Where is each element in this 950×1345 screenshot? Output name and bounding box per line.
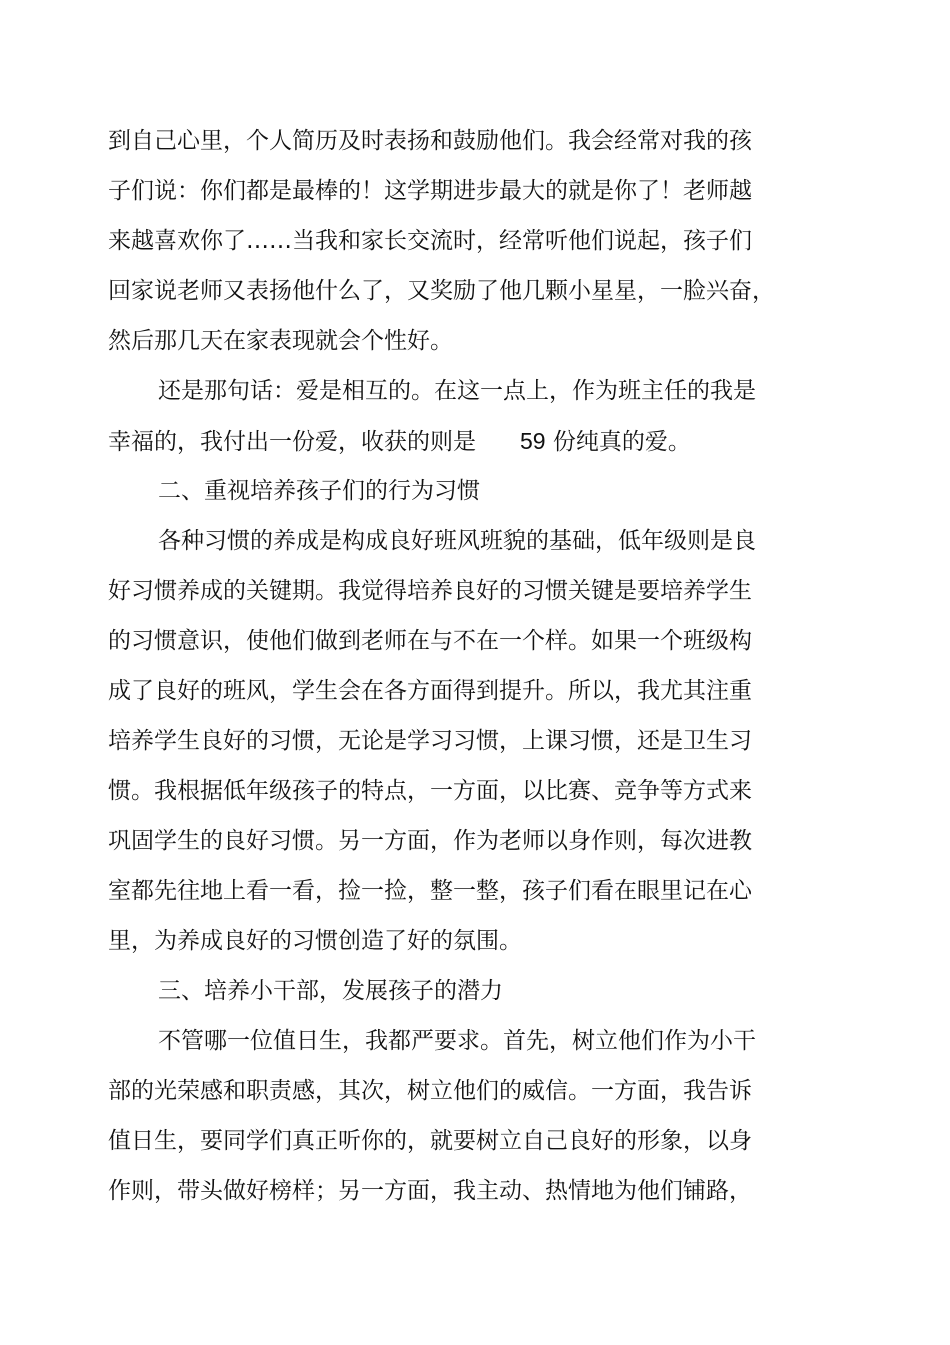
text-line: 来越喜欢你了……当我和家长交流时，经常听他们说起，孩子们	[108, 228, 752, 254]
paragraph-start-line: 还是那句话：爱是相互的。在这一点上，作为班主任的我是	[158, 378, 756, 404]
text-segment: 幸福的，我付出一份爱，收获的则是	[108, 429, 476, 455]
text-line: 子们说：你们都是最棒的！这学期进步最大的就是你了！老师越	[108, 178, 752, 204]
text-line: 好习惯养成的关键期。我觉得培养良好的习惯关键是要培养学生	[108, 578, 752, 604]
text-line: 成了良好的班风，学生会在各方面得到提升。所以，我尤其注重	[108, 678, 752, 704]
text-line: 里，为养成良好的习惯创造了好的氛围。	[108, 928, 522, 954]
number-value: 59	[520, 428, 546, 454]
text-line: 培养学生良好的习惯，无论是学习习惯，上课习惯，还是卫生习	[108, 728, 752, 754]
text-segment: 份纯真的爱。	[552, 429, 691, 455]
text-line: 部的光荣感和职责感，其次，树立他们的威信。一方面，我告诉	[108, 1078, 752, 1104]
text-line: 值日生，要同学们真正听你的，就要树立自己良好的形象，以身	[108, 1128, 752, 1154]
text-line: 作则，带头做好榜样；另一方面，我主动、热情地为他们铺路，	[108, 1178, 752, 1204]
section-heading: 二、重视培养孩子们的行为习惯	[158, 478, 480, 504]
text-line: 的习惯意识，使他们做到老师在与不在一个样。如果一个班级构	[108, 628, 752, 654]
text-line: 然后那几天在家表现就会个性好。	[108, 328, 453, 354]
section-heading: 三、培养小干部，发展孩子的潜力	[158, 978, 503, 1004]
paragraph-start-line: 各种习惯的养成是构成良好班风班貌的基础，低年级则是良	[158, 528, 756, 554]
document-body	[108, 116, 775, 1216]
text-line: 惯。我根据低年级孩子的特点，一方面，以比赛、竞争等方式来	[108, 778, 752, 804]
text-line: 室都先往地上看一看，捡一捡，整一整，孩子们看在眼里记在心	[108, 878, 752, 904]
text-line: 巩固学生的良好习惯。另一方面，作为老师以身作则，每次进教	[108, 828, 752, 854]
text-line: 回家说老师又表扬他什么了，又奖励了他几颗小星星，一脸兴奋，	[108, 278, 775, 304]
paragraph-start-line: 不管哪一位值日生，我都严要求。首先，树立他们作为小干	[158, 1028, 756, 1054]
text-line: 到自己心里，个人简历及时表扬和鼓励他们。我会经常对我的孩	[108, 128, 752, 154]
text-line-with-number	[108, 416, 768, 466]
